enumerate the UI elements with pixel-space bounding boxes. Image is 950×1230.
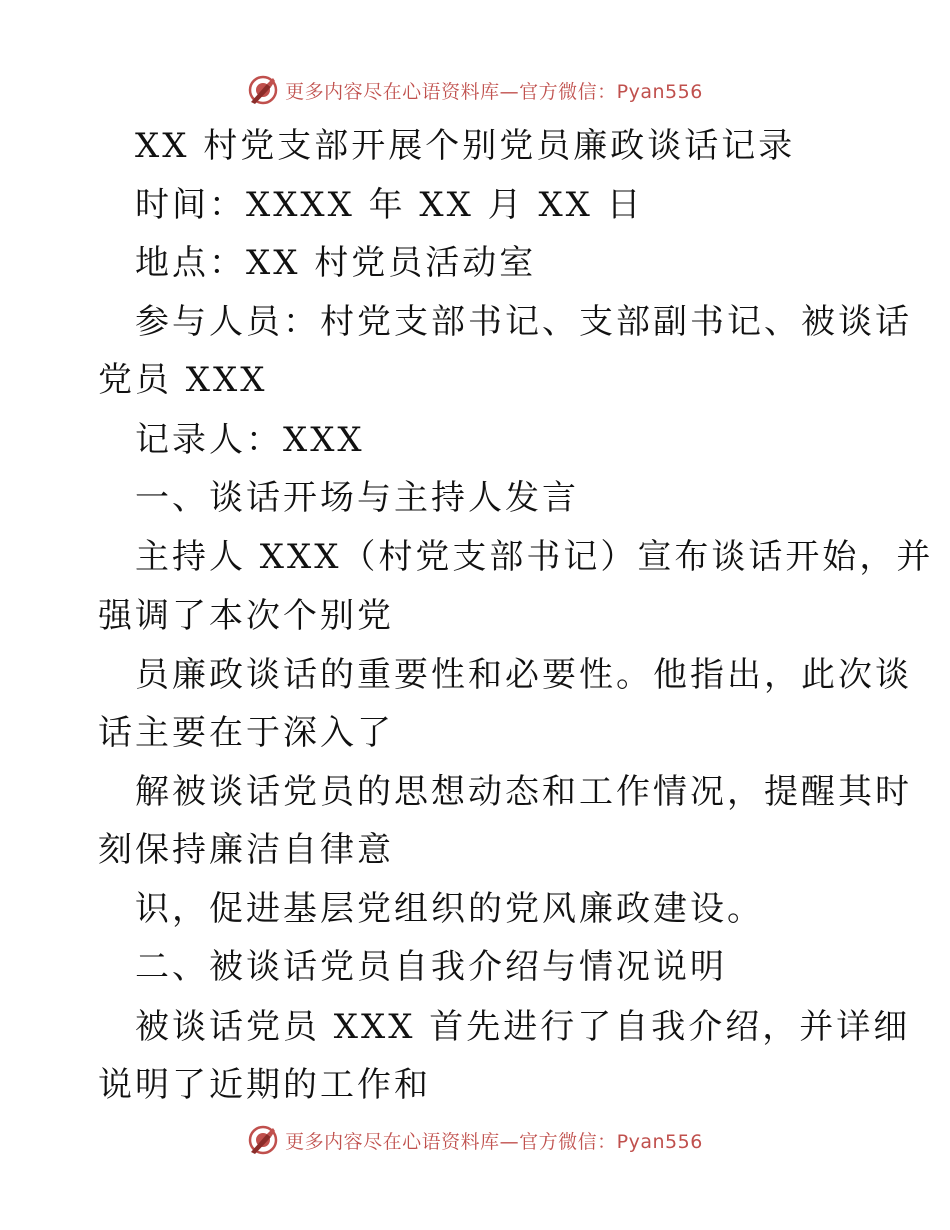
section-heading-1: 一、谈话开场与主持人发言: [135, 478, 579, 518]
pen-seal-icon: [247, 74, 279, 106]
watermark-text: 更多内容尽在心语资料库—官方微信：Pyan556: [285, 1130, 703, 1153]
paragraph-line: 刻保持廉洁自律意: [98, 830, 394, 870]
paragraph-line: 话主要在于深入了: [98, 713, 394, 753]
paragraph-line: 解被谈话党员的思想动态和工作情况，提醒其时: [135, 772, 912, 812]
participants-line-2: 党员 XXX: [98, 360, 268, 400]
meeting-time: 时间：XXXX 年 XX 月 XX 日: [135, 185, 644, 225]
recorder: 记录人：XXX: [135, 420, 365, 460]
pen-seal-icon: [247, 1124, 279, 1156]
paragraph-line: 强调了本次个别党: [98, 596, 394, 636]
footer-watermark: [0, 1120, 950, 1160]
watermark-text: 更多内容尽在心语资料库—官方微信：Pyan556: [285, 80, 703, 103]
paragraph-line: 主持人 XXX（村党支部书记）宣布谈话开始，并: [135, 537, 934, 577]
paragraph-line: 识，促进基层党组织的党风廉政建设。: [135, 889, 764, 929]
header-watermark: [0, 70, 950, 110]
section-heading-2: 二、被谈话党员自我介绍与情况说明: [135, 947, 727, 987]
document-title: XX 村党支部开展个别党员廉政谈话记录: [135, 126, 796, 166]
paragraph-line: 被谈话党员 XXX 首先进行了自我介绍，并详细: [135, 1007, 911, 1047]
participants-line-1: 参与人员：村党支部书记、支部副书记、被谈话: [135, 302, 912, 342]
meeting-place: 地点：XX 村党员活动室: [135, 243, 537, 283]
paragraph-line: 说明了近期的工作和: [98, 1065, 431, 1105]
paragraph-line: 员廉政谈话的重要性和必要性。他指出，此次谈: [135, 655, 912, 695]
